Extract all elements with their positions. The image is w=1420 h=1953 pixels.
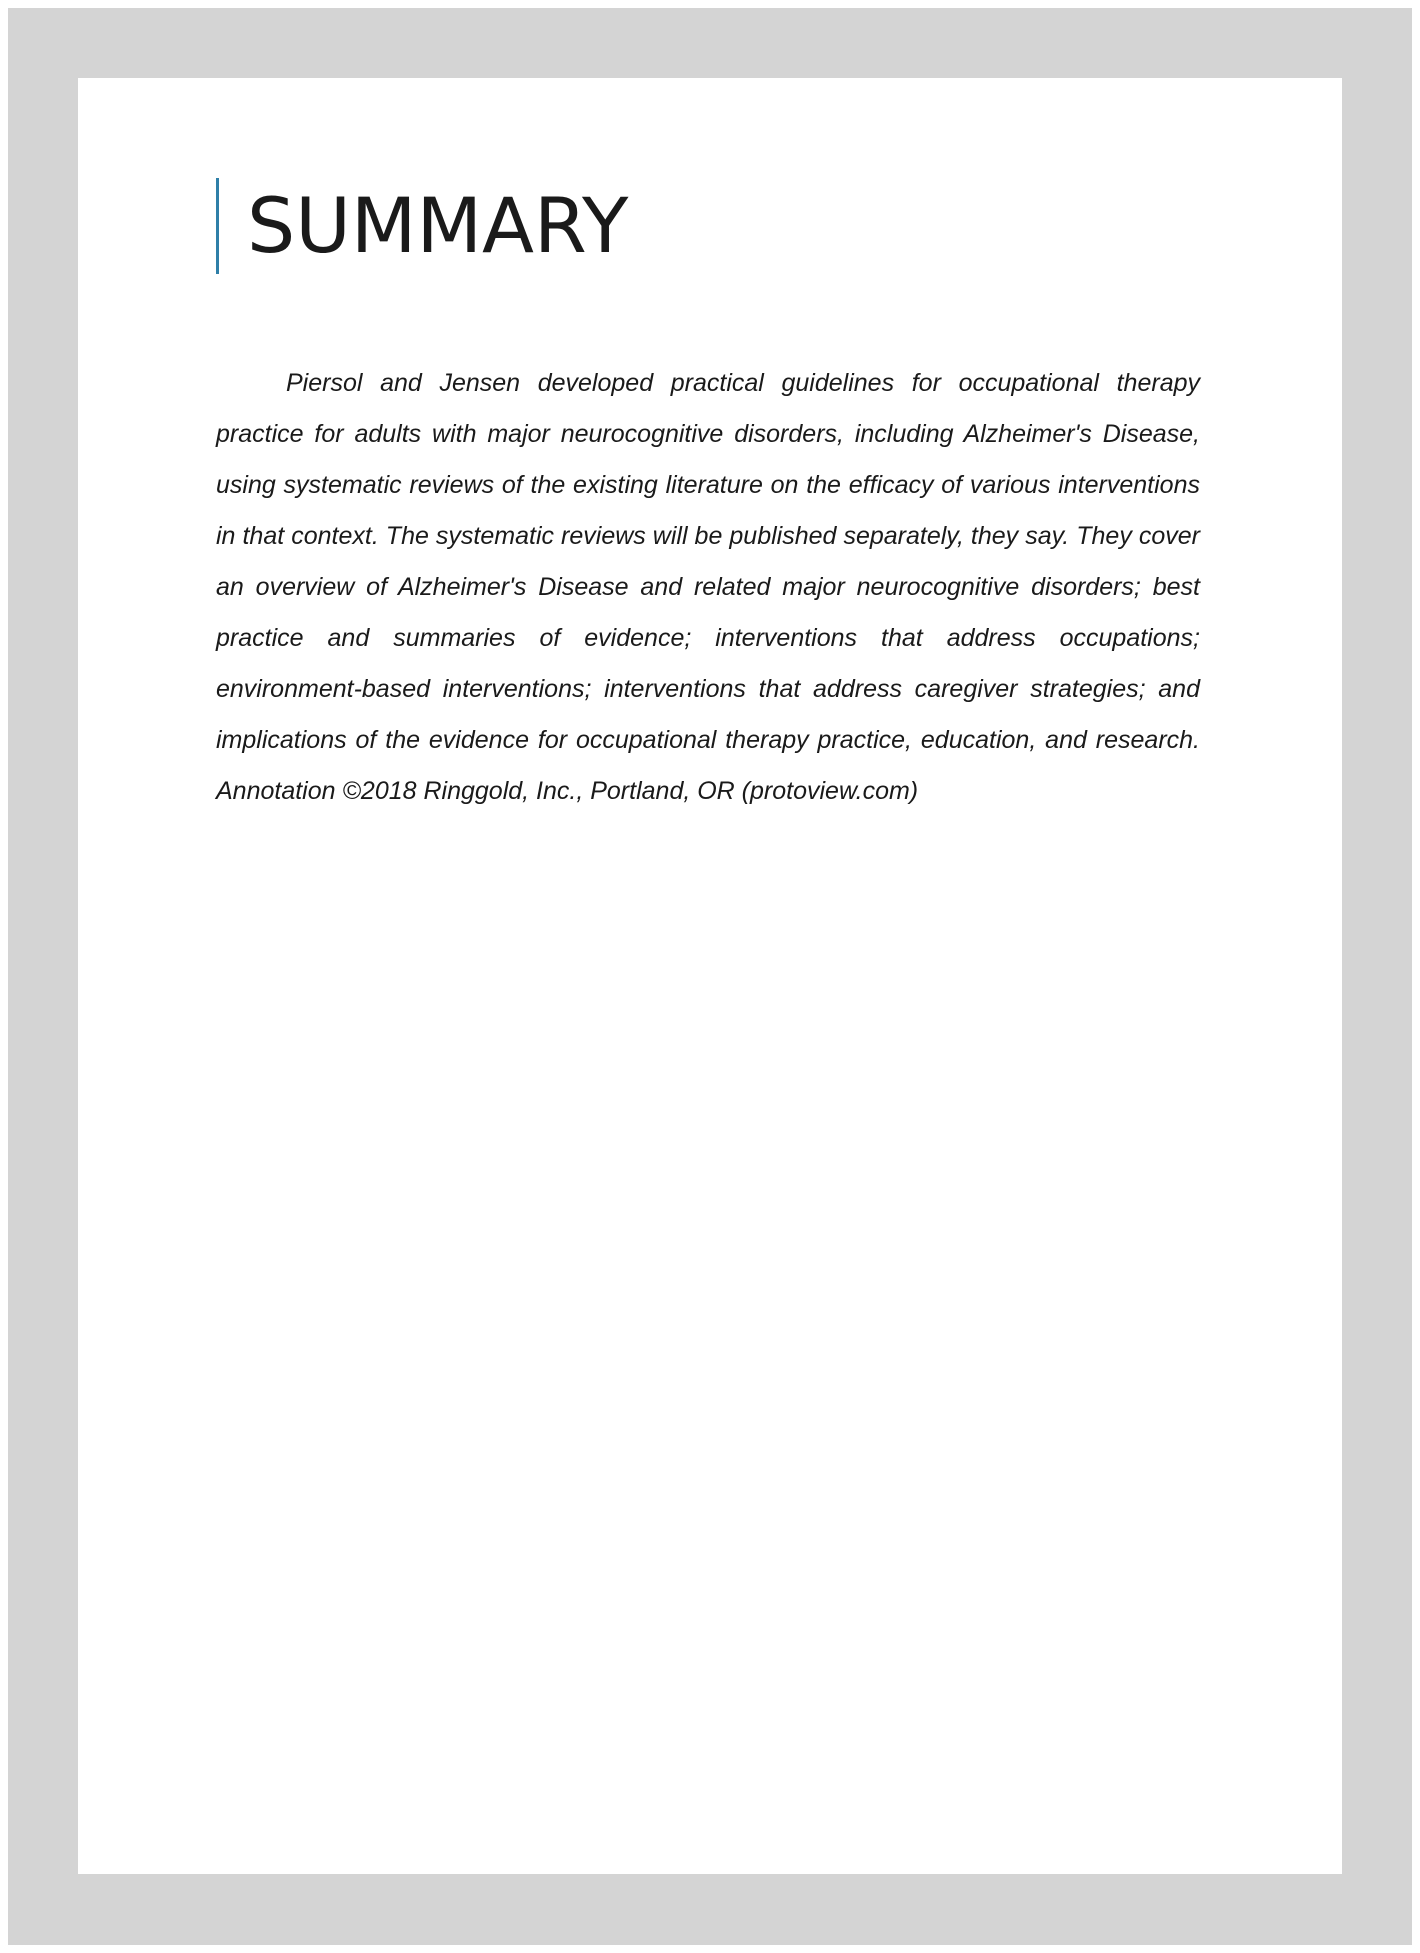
document-page [78, 78, 1342, 1874]
page-frame [8, 8, 1412, 1945]
heading-accent-bar [216, 178, 219, 274]
heading-block [216, 178, 628, 274]
summary-paragraph: Piersol and Jensen developed practical guidelines for occupational therapy practice for adults with major neurocognitive disorders, including Alzheimer's Disease, using systematic reviews of the existing literature on the efficacy of various interventions in that context. The systematic reviews will be published separately, they say. They cover an overview of Alzheimer's Disease and related major neurocognitive disorders; best practice and summaries of evidence; interventions that address occupations; environment-based interventions; interventions that address caregiver strategies; and implications of the evidence for occupational therapy practice, education, and research. Annotation ©2018 Ringgold, Inc., Portland, OR (protoview.com) [216, 369, 1200, 805]
page-title: SUMMARY [247, 181, 629, 270]
